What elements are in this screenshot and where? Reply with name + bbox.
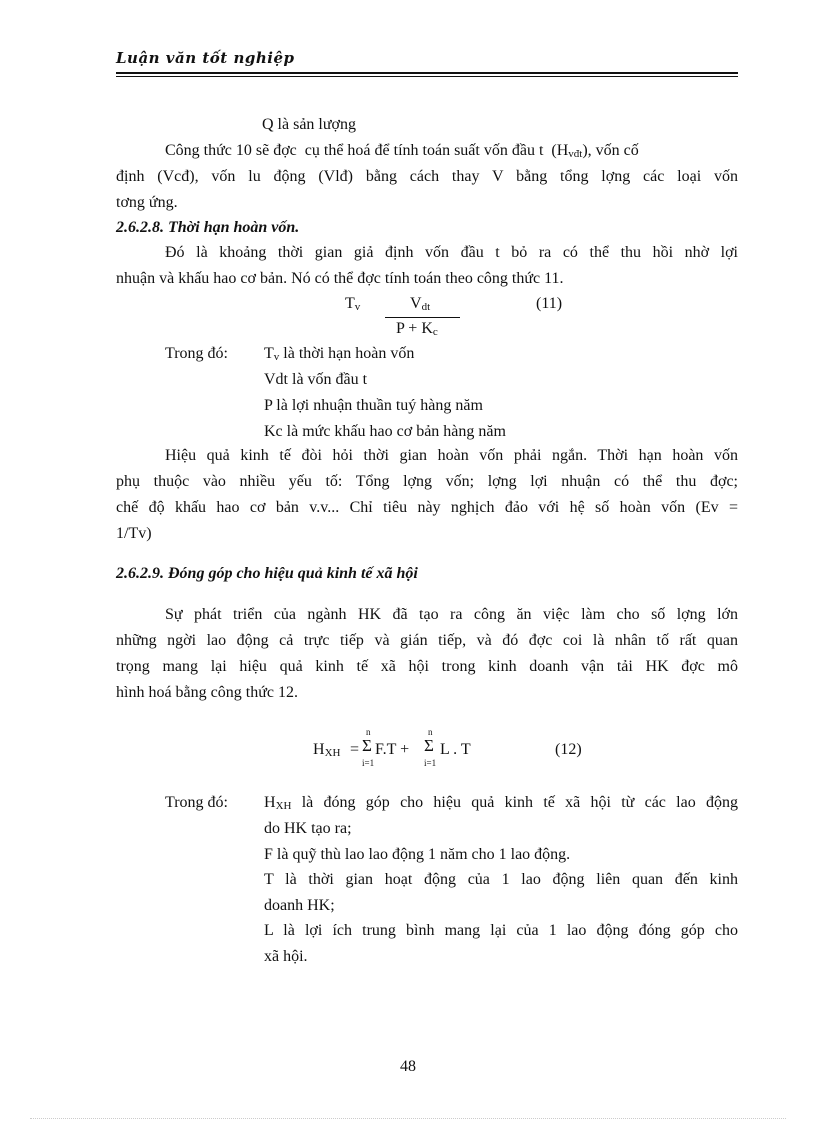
footer-dotted-line xyxy=(30,1118,786,1119)
paragraph-line: định (Vcđ), vốn lu động (Vlđ) bằng cách thay V bằng tổng lợng các loại vốn xyxy=(116,168,738,185)
q-definition: Q là sản lượng xyxy=(262,116,357,133)
where-item: Kc là mức khấu hao cơ bản hàng năm xyxy=(264,423,506,440)
where-item: P là lợi nhuận thuần tuý hàng năm xyxy=(264,397,483,414)
formula-label: (11) xyxy=(536,295,563,312)
paragraph-line: 1/Tv) xyxy=(116,525,152,542)
paragraph-line: Sự phát triển của ngành HK đã tạo ra công ăn việc làm cho số lợng lớn xyxy=(165,606,738,623)
where-item: Tv là thời hạn hoàn vốn xyxy=(264,345,415,363)
where-item: xã hội. xyxy=(264,948,308,965)
paragraph-line: Công thức 10 sẽ đợc cụ thể hoá để tính toán suất vốn đầu t (Hvđt), vốn cố xyxy=(165,142,639,160)
running-header: Luận văn tốt nghiệp xyxy=(116,49,295,67)
paragraph-line: phụ thuộc vào nhiều yếu tố: Tổng lợng vốn; lợng lợi nhuận có thể thu đợc; xyxy=(116,473,738,490)
formula-label: (12) xyxy=(555,741,582,758)
paragraph-line: Đó là khoảng thời gian giả định vốn đầu t bỏ ra có thể thu hồi nhờ lợi xyxy=(165,244,738,261)
where-item: F là quỹ thù lao lao động 1 năm cho 1 lao động. xyxy=(264,846,571,863)
where-item: doanh HK; xyxy=(264,897,335,914)
paragraph-line: tơng ứng. xyxy=(116,194,178,211)
section-heading-2628: 2.6.2.8. Thời hạn hoàn vốn. xyxy=(116,219,300,236)
where-item: Vdt là vốn đầu t xyxy=(264,371,368,388)
paragraph-line: những ngời lao động cả trực tiếp và gián tiếp, và đó đợc coi là nhân tố rất quan xyxy=(116,632,738,649)
where-item: HXH là đóng góp cho hiệu quả kinh tế xã hội từ các lao động xyxy=(264,794,738,812)
sigma-symbol: Σ xyxy=(362,736,372,755)
where-label: Trong đó: xyxy=(165,794,228,811)
where-item: do HK tạo ra; xyxy=(264,820,352,837)
page-number: 48 xyxy=(400,1058,416,1075)
section-heading-2629: 2.6.2.9. Đóng góp cho hiệu quả kinh tế xã hội xyxy=(116,565,418,582)
paragraph-line: trọng mang lại hiệu quả kinh tế xã hội trong kinh doanh vận tải HK đợc mô xyxy=(116,658,738,675)
header-rule-thick xyxy=(116,72,738,74)
where-item: T là thời gian hoạt động của 1 lao động liên quan đến kinh xyxy=(264,871,738,888)
paragraph-line: chế độ khấu hao cơ bản v.v... Chỉ tiêu này nghịch đảo với hệ số hoàn vốn (Ev = xyxy=(116,499,738,516)
document-page: Luận văn tốt nghiệp Q là sản lượng Công thức 10 sẽ đợc cụ thể hoá để tính toán suất vốn đầu t (Hvđt), vốn cố định (Vcđ), vốn lu động (Vlđ) bằng cách thay V bằng tổng lợng các loại vốn tơng ứng. 2.6.2.8. Thời hạn hoàn vốn. Đó là khoảng thời gian giả định vốn đầu t bỏ ra có thể thu hồi nhờ lợi nhuận và khấu hao cơ bản. Nó có thể đợc tính toán theo công thức 11. Tv Vdt P + Kc (11) Trong đó: Tv là thời hạn hoàn vốn Vdt là vốn đầu t P là lợi nhuận thuần tuý hàng năm Kc là mức khấu hao cơ bản hàng năm Hiệu quả kinh tế đòi hỏi thời gian hoàn vốn phải ngắn. Thời hạn hoàn vốn phụ thuộc vào nhiều yếu tố: Tổng lợng vốn; lợng lợi nhuận có thể thu đợc; chế độ khấu hao cơ bản v.v... Chỉ tiêu này nghịch đảo với hệ số hoàn vốn (Ev = 1/Tv) 2.6.2.9. Đóng góp cho hiệu quả kinh tế xã hội Sự phát triển của ngành HK đã tạo ra công ăn việc làm cho số lợng lớn những ngời lao động cả trực tiếp và gián tiếp, và đó đợc coi là nhân tố rất quan trọng mang lại hiệu quả kinh tế xã hội trong kinh doanh vận tải HK đợc mô hình hoá bằng công thức 12. HXH = n Σ i=1 F.T + n Σ i=1 L . T (12) Trong đó: HXH là đóng góp cho hiệu quả kinh tế xã hội từ các lao động do HK tạo ra; F là quỹ thù lao lao động 1 năm cho 1 lao động. T là thời gian hoạt động của 1 lao động liên quan đến kinh doanh HK; L là lợi ích trung bình mang lại của 1 lao động đóng góp cho xã hội. 48 xyxy=(0,0,816,1123)
header-rule-thin xyxy=(116,76,738,77)
sigma-symbol: Σ xyxy=(424,736,434,755)
paragraph-line: Hiệu quả kinh tế đòi hỏi thời gian hoàn vốn phải ngắn. Thời hạn hoàn vốn xyxy=(165,447,738,464)
where-item: L là lợi ích trung bình mang lại của 1 lao động đóng góp cho xyxy=(264,922,738,939)
where-label: Trong đó: xyxy=(165,345,228,362)
paragraph-line: nhuận và khấu hao cơ bản. Nó có thể đợc tính toán theo công thức 11. xyxy=(116,270,564,287)
paragraph-line: hình hoá bằng công thức 12. xyxy=(116,684,298,701)
